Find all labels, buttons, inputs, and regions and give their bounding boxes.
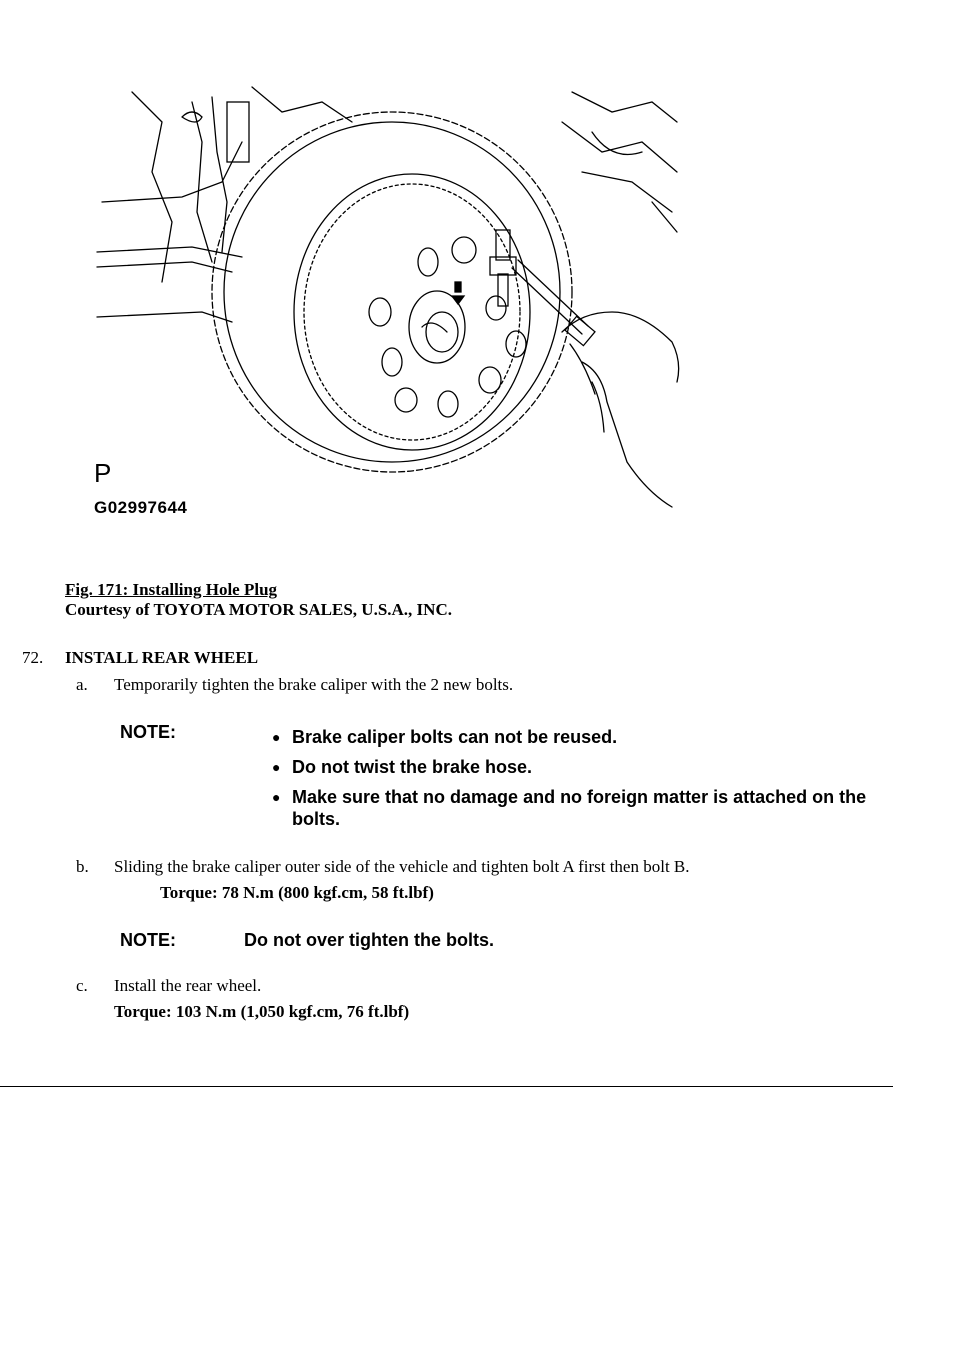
- shock-body: [227, 102, 249, 162]
- figure-code: G02997644: [94, 498, 188, 517]
- tool-stem: [498, 274, 508, 306]
- substep-c: [76, 976, 261, 996]
- disc-rim: [224, 122, 560, 462]
- bracket: [182, 112, 202, 122]
- suspension-line: [132, 92, 172, 282]
- lug-hole: [438, 391, 458, 417]
- hand: [562, 312, 679, 382]
- figure-title: Fig. 171: Installing Hole Plug: [65, 580, 278, 599]
- bullet-icon: ●: [272, 789, 281, 805]
- lug-hole: [486, 296, 506, 320]
- bullet-icon: ●: [272, 759, 281, 775]
- substep-text: Install the rear wheel.: [114, 976, 262, 995]
- note-label: NOTE:: [120, 930, 176, 950]
- substep-letter: c.: [76, 976, 88, 995]
- note-list: [270, 726, 910, 838]
- frame-line: [97, 247, 242, 257]
- hose-line: [252, 87, 352, 122]
- lug-hole: [479, 367, 501, 393]
- substep-letter: b.: [76, 857, 89, 876]
- note-item: ● Make sure that no damage and no foreign matter is attached on the bolts.: [272, 787, 867, 829]
- substep-letter: a.: [76, 675, 88, 694]
- disc-outer-edge: [212, 112, 572, 472]
- horizontal-rule: [0, 1086, 893, 1087]
- note-item: ● Do not twist the brake hose.: [272, 757, 533, 777]
- shock-line: [212, 97, 227, 252]
- figure-caption: [65, 580, 452, 620]
- substep-b: [76, 857, 690, 877]
- figure-corner-letter: P: [94, 458, 113, 488]
- lug-hole: [369, 298, 391, 326]
- component-line: [582, 172, 672, 212]
- arrow-marker: [455, 282, 461, 292]
- substep-text: Sliding the brake caliper outer side of the vehicle and tighten bolt A first then bolt B.: [114, 857, 690, 876]
- lug-hole: [452, 237, 476, 263]
- arrow-marker: [452, 296, 464, 304]
- lug-hole: [418, 248, 438, 276]
- lug-hole: [382, 348, 402, 376]
- step-title: INSTALL REAR WHEEL: [65, 648, 259, 667]
- hole-plug-illustration: [92, 82, 680, 522]
- torque-spec: Torque: 78 N.m (800 kgf.cm, 58 ft.lbf): [160, 883, 434, 902]
- shock-line: [192, 102, 212, 262]
- torque-spec: Torque: 103 N.m (1,050 kgf.cm, 76 ft.lbf): [114, 1002, 410, 1021]
- component-line: [572, 92, 677, 122]
- note-text: Do not over tighten the bolts.: [244, 930, 494, 950]
- substep-a: [76, 675, 513, 695]
- frame-line: [97, 312, 232, 322]
- substep-text: Temporarily tighten the brake caliper with the 2 new bolts.: [114, 675, 514, 694]
- note-label: NOTE:: [120, 722, 176, 742]
- hub-inner: [426, 312, 458, 352]
- lug-hole: [395, 388, 417, 412]
- figure-credit: Courtesy of TOYOTA MOTOR SALES, U.S.A., INC.: [65, 600, 452, 619]
- bullet-icon: ●: [272, 729, 281, 745]
- step-number: 72.: [22, 648, 44, 667]
- component-line: [562, 122, 677, 172]
- note-item: ● Brake caliper bolts can not be reused.: [272, 727, 618, 747]
- hand: [582, 362, 672, 507]
